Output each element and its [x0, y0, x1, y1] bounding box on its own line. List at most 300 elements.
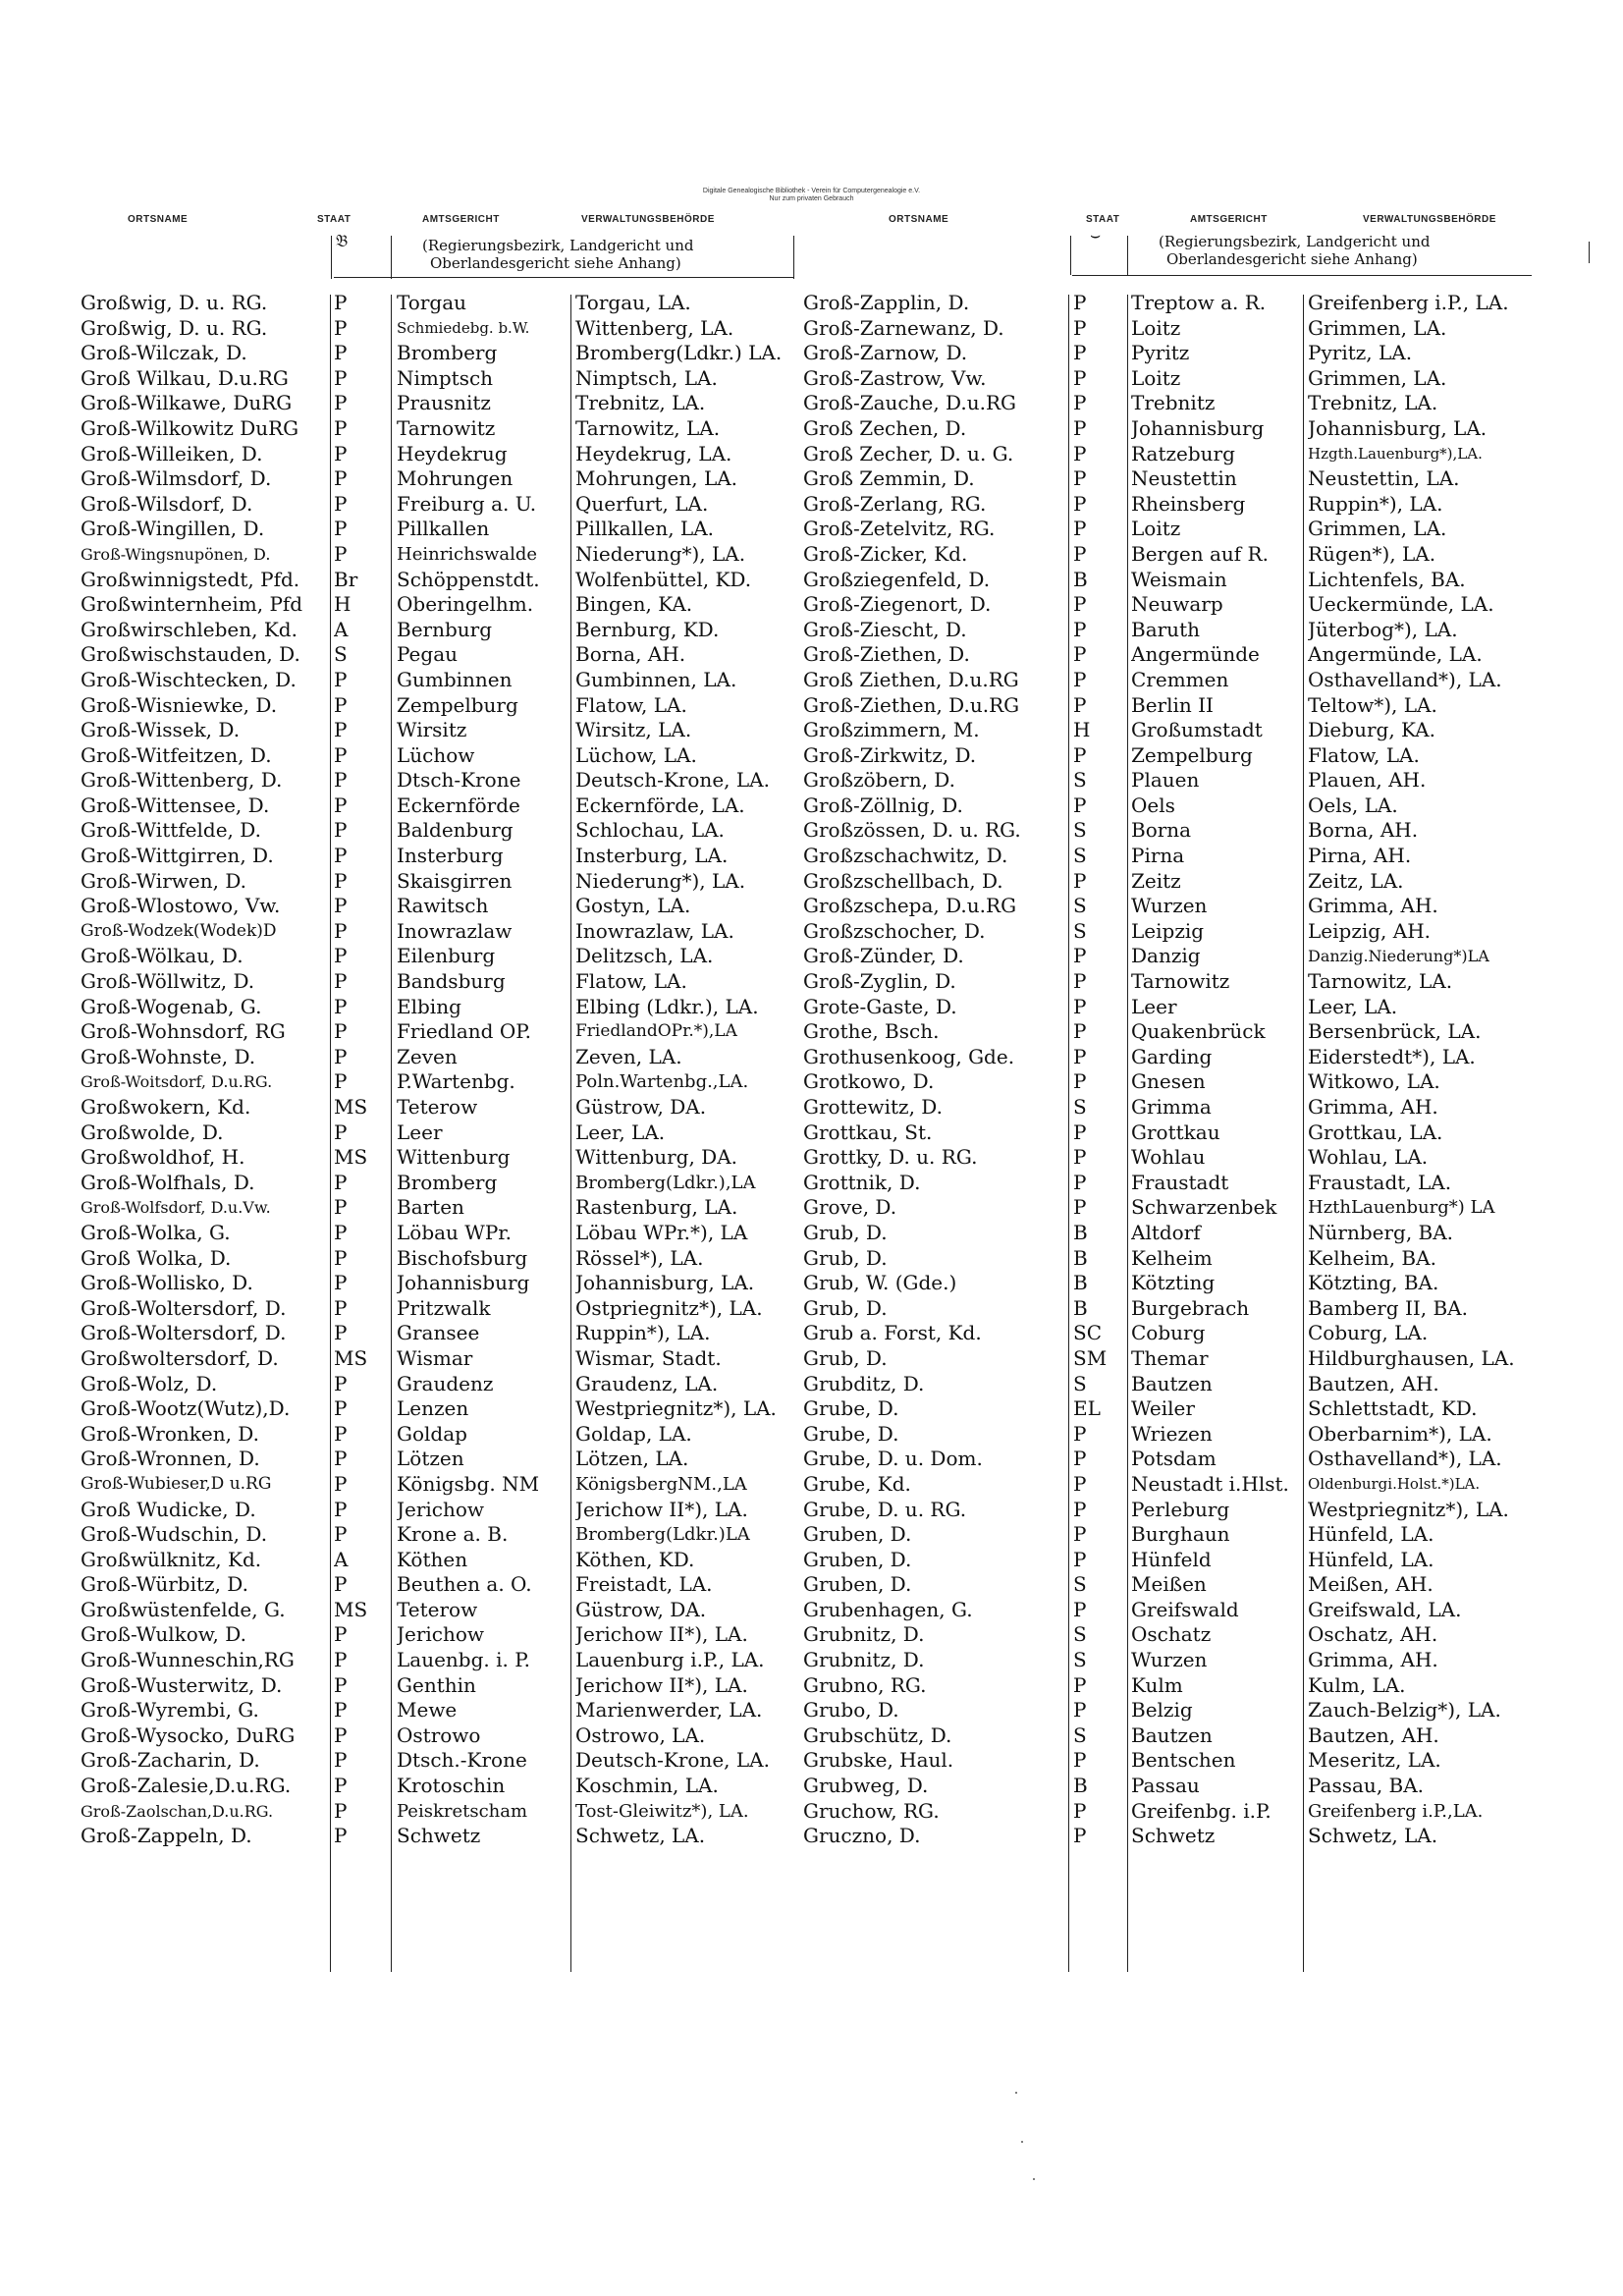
list-item: Groß-Wilsdorf, D. [81, 491, 253, 516]
list-item: Groß Zecher, D. u. G. [803, 441, 1014, 465]
list-item: Friedland OP. [397, 1019, 531, 1044]
list-item: Schwetz, LA. [575, 1824, 706, 1848]
list-item: Groß-Wolz, D. [81, 1371, 218, 1395]
list-item: Osthavelland*), LA. [1308, 667, 1502, 691]
list-item: Groß-Wohnsdorf, RG [81, 1019, 286, 1044]
list-item: MS [334, 1095, 368, 1119]
list-item: P [334, 1798, 348, 1823]
list-item: P [1073, 1471, 1087, 1496]
list-item: Jerichow [397, 1497, 485, 1521]
list-item: P [1073, 341, 1087, 365]
list-item: S [1073, 844, 1087, 868]
divider-edge-right-top [1589, 242, 1590, 263]
list-item: P [1073, 1824, 1087, 1848]
list-item: Flatow, LA. [575, 969, 687, 994]
list-item: Leer, LA. [1308, 994, 1398, 1018]
list-item: FriedlandOPr.*),LA [575, 1021, 737, 1042]
subheader-note-left-2: Oberlandesgericht siehe Anhang) [430, 254, 681, 272]
list-item: Groß-Zünder, D. [803, 944, 964, 968]
list-item: Bautzen [1131, 1722, 1213, 1747]
list-item: Großwinternheim, Pfd [81, 592, 303, 617]
list-item: Grubweg, D. [803, 1774, 929, 1798]
list-item: Grub, D. [803, 1220, 888, 1244]
list-item: Groß-Zalesie,D.u.RG. [81, 1774, 292, 1798]
list-item: Grothusenkoog, Gde. [803, 1044, 1015, 1068]
list-item: Zeitz, LA. [1308, 868, 1404, 893]
list-item: Teterow [397, 1095, 478, 1119]
list-item: Groß-Wodzek(Wodek)D [81, 920, 277, 941]
list-item: Groß-Wölkau, D. [81, 944, 243, 968]
list-item: Dieburg, KA. [1308, 718, 1435, 742]
list-item: Meißen [1131, 1572, 1207, 1597]
list-item: Bingen, KA. [575, 592, 693, 617]
list-item: Jüterbog*), LA. [1308, 617, 1458, 641]
list-item: Grube, D. u. RG. [803, 1497, 967, 1521]
list-item: Gruchow, RG. [803, 1798, 940, 1823]
list-item: Treptow a. R. [1131, 291, 1267, 314]
list-item: Borna, AH. [1308, 818, 1419, 843]
list-item: Bromberg(Ldkr.) LA. [575, 341, 783, 365]
list-item: Pillkallen, LA. [575, 517, 714, 541]
list-item: Zeitz [1131, 868, 1181, 893]
list-item: P [1073, 1522, 1087, 1547]
list-item: Großwüstenfelde, G. [81, 1597, 286, 1621]
list-item: P [334, 1421, 348, 1446]
list-item: Leer, LA. [575, 1120, 666, 1144]
list-item: Mohrungen, LA. [575, 466, 738, 491]
list-item: Grub, D. [803, 1295, 888, 1320]
list-item: Grote-Gaste, D. [803, 994, 957, 1018]
list-item: Wriezen [1131, 1421, 1213, 1446]
list-item: Groß-Wolfsdorf, D.u.Vw. [81, 1198, 271, 1218]
list-item: Kötzting [1131, 1271, 1216, 1295]
subheader-right [1080, 226, 1551, 275]
list-item: Groß-Wolfhals, D. [81, 1170, 255, 1194]
list-item: P [1073, 1170, 1087, 1194]
list-item: Groß-Woltersdorf, D. [81, 1295, 287, 1320]
list-item: Passau, BA. [1308, 1774, 1425, 1798]
list-item: Mewe [397, 1698, 458, 1722]
list-item: Belzig [1131, 1698, 1193, 1722]
list-item: Groß-Wusterwitz, D. [81, 1672, 283, 1697]
list-item: Berlin II [1131, 692, 1214, 717]
list-item: HzthLauenburg*) LA [1308, 1197, 1495, 1219]
list-item: P [1073, 1748, 1087, 1773]
list-item: Freistadt, LA. [575, 1572, 713, 1597]
list-item: P [334, 1245, 348, 1270]
list-item: P [334, 315, 348, 340]
list-item: Groß-Wischtecken, D. [81, 667, 297, 691]
list-item: Fraustadt [1131, 1170, 1229, 1194]
list-item: Loitz [1131, 517, 1181, 541]
list-item: P [334, 1019, 348, 1044]
divider-amtsgericht-left [391, 295, 392, 1972]
list-item: Grube, D. [803, 1396, 899, 1421]
list-item: P [1073, 1044, 1087, 1068]
divider-verwaltung-right [1303, 295, 1304, 1972]
list-item: Wohlau, LA. [1308, 1145, 1429, 1170]
list-item: Zeven, LA. [575, 1044, 682, 1068]
list-item: Lüchow [397, 742, 475, 767]
list-item: B [1073, 1245, 1088, 1270]
list-item: P [1073, 1798, 1087, 1823]
list-item: Lichtenfels, BA. [1308, 567, 1466, 591]
list-item: Groß-Willeiken, D. [81, 441, 263, 465]
list-item: P [1073, 642, 1087, 667]
list-item: Quakenbrück [1131, 1019, 1266, 1044]
list-item: Groß Zechen, D. [803, 415, 967, 440]
list-item: Grube, D. [803, 1421, 899, 1446]
list-item: Groß-Zicker, Kd. [803, 541, 968, 566]
list-item: P [334, 541, 348, 566]
list-item: Großwig, D. u. RG. [81, 291, 268, 314]
list-item: Grubenhagen, G. [803, 1597, 973, 1621]
list-item: P [1073, 315, 1087, 340]
list-item: Groß Wolka, D. [81, 1245, 232, 1270]
list-item: Grimmen, LA. [1308, 315, 1447, 340]
list-item: Grube, Kd. [803, 1471, 911, 1496]
list-item: Groß-Wisniewke, D. [81, 692, 278, 717]
list-item: Grubschütz, D. [803, 1722, 952, 1747]
list-item: Großwokern, Kd. [81, 1095, 251, 1119]
list-item: Groß-Witfeitzen, D. [81, 742, 272, 767]
list-item: Goldap, LA. [575, 1421, 692, 1446]
subheader-rule-right [1072, 275, 1532, 276]
list-item: Groß-Wissek, D. [81, 718, 241, 742]
list-item: Pegau [397, 642, 459, 667]
list-item: Bromberg(Ldkr.),LA [575, 1172, 756, 1193]
list-item: Großwoltersdorf, D. [81, 1345, 279, 1370]
list-item: Bernburg [397, 617, 493, 641]
list-item: Greifenbg. i.P. [1131, 1798, 1271, 1823]
list-item: Ueckermünde, LA. [1308, 592, 1494, 617]
list-item: P [334, 818, 348, 843]
subheader-rule-left [334, 277, 793, 278]
list-item: Inowrazlaw [397, 918, 513, 943]
list-item: P [1073, 592, 1087, 617]
list-item: P [334, 692, 348, 717]
list-item: SC [1073, 1321, 1103, 1345]
list-item: Niederung*), LA. [575, 541, 746, 566]
list-item: Kulm [1131, 1672, 1183, 1697]
list-item: MS [334, 1145, 368, 1170]
list-item: Freiburg a. U. [397, 491, 537, 516]
list-item: Heinrichswalde [397, 543, 538, 565]
list-item: P [334, 994, 348, 1018]
list-item: Rheinsberg [1131, 491, 1246, 516]
list-item: Baruth [1131, 617, 1200, 641]
list-item: P [334, 1069, 348, 1094]
list-item: Großwirschleben, Kd. [81, 617, 298, 641]
list-item: H [334, 592, 352, 617]
list-item: Groß Ziethen, D.u.RG [803, 667, 1019, 691]
list-item: Grimmen, LA. [1308, 517, 1447, 541]
list-item: P [334, 1220, 348, 1244]
list-item: P [1073, 441, 1087, 465]
list-item: P [334, 1321, 348, 1345]
divider-center-top [793, 236, 794, 279]
subheader-note-left-1: (Regierungsbezirk, Landgericht und [422, 237, 694, 254]
list-item: Kulm, LA. [1308, 1672, 1406, 1697]
list-item: Pillkallen [397, 517, 490, 541]
list-item: P [334, 466, 348, 491]
list-item: Hzgth.Lauenburg*),LA. [1308, 444, 1483, 463]
list-item: Ruppin*), LA. [1308, 491, 1443, 516]
list-item: P [334, 1120, 348, 1144]
list-item: Wismar, Stadt. [575, 1345, 722, 1370]
list-item: Kelheim, BA. [1308, 1245, 1436, 1270]
list-item: Lauenbg. i. P. [397, 1648, 530, 1672]
list-item: Groß-Zapplin, D. [803, 291, 970, 314]
list-item: Grotkowo, D. [803, 1069, 935, 1094]
list-item: S [1073, 1622, 1087, 1647]
list-item: Bandsburg [397, 969, 506, 994]
list-item: P [334, 1271, 348, 1295]
list-item: Lauenburg i.P., LA. [575, 1648, 765, 1672]
left-staat-column [334, 291, 389, 1849]
list-item: Querfurt, LA. [575, 491, 709, 516]
list-item: S [1073, 1371, 1087, 1395]
list-item: P [1073, 491, 1087, 516]
list-item: Plauen [1131, 768, 1200, 793]
list-item: Flatow, LA. [575, 692, 687, 717]
list-item: Schöppenstdt. [397, 567, 540, 591]
header-staat-right: STAAT [1086, 214, 1120, 225]
list-item: Poln.Wartenbg.,LA. [575, 1071, 749, 1093]
list-item: P [1073, 291, 1087, 314]
list-item: Grimma, AH. [1308, 1648, 1438, 1672]
list-item: P [1073, 466, 1087, 491]
list-item: P [334, 918, 348, 943]
list-item: P [334, 1044, 348, 1068]
list-item: P [1073, 868, 1087, 893]
divider-amts-left-top [391, 236, 392, 279]
list-item: P [334, 441, 348, 465]
list-item: Gumbinnen, LA. [575, 667, 737, 691]
list-item: P [334, 969, 348, 994]
list-item: Coburg, LA. [1308, 1321, 1429, 1345]
list-item: Krone a. B. [397, 1522, 509, 1547]
list-item: Bernburg, KD. [575, 617, 720, 641]
list-item: P [1073, 517, 1087, 541]
list-item: Groß-Wilkawe, DuRG [81, 391, 293, 415]
list-item: S [1073, 894, 1087, 918]
notice-line-1: Digitale Genealogische Bibliothek - Verein für Computergenealogie e.V. [702, 188, 921, 194]
list-item: Bersenbrück, LA. [1308, 1019, 1482, 1044]
list-item: Groß-Wilkowitz DuRG [81, 415, 299, 440]
list-item: Ruppin*), LA. [575, 1321, 711, 1345]
list-item: P [334, 1572, 348, 1597]
scan-speck [1015, 2092, 1017, 2094]
list-item: Schwetz, LA. [1308, 1824, 1438, 1848]
list-item: Angermünde, LA. [1308, 642, 1483, 667]
list-item: P [1073, 1597, 1087, 1621]
list-item: S [334, 642, 348, 667]
list-item: Trebnitz, LA. [575, 391, 706, 415]
list-item: Zeven [397, 1044, 458, 1068]
list-item: Groß-Wronnen, D. [81, 1447, 260, 1471]
list-item: P [1073, 415, 1087, 440]
right-ortsname-column [803, 291, 1066, 1849]
subheader-note-right-2: Oberlandesgericht siehe Anhang) [1166, 250, 1418, 268]
list-item: Br [334, 567, 358, 591]
list-item: P [1073, 1195, 1087, 1220]
list-item: Gruben, D. [803, 1572, 912, 1597]
list-item: Greifswald [1131, 1597, 1239, 1621]
list-item: P [334, 844, 348, 868]
list-item: Angermünde [1131, 642, 1260, 667]
list-item: Meißen, AH. [1308, 1572, 1434, 1597]
list-item: Groß-Wubieser,D u.RG [81, 1473, 272, 1494]
list-item: Bromberg [397, 341, 498, 365]
list-item: Koschmin, LA. [575, 1774, 719, 1798]
list-item: Löbau WPr.*), LA [575, 1220, 748, 1244]
list-item: Grubo, D. [803, 1698, 899, 1722]
header-amtsgericht-left: AMTSGERICHT [422, 214, 500, 225]
list-item: Barten [397, 1195, 464, 1220]
header-amtsgericht-right: AMTSGERICHT [1190, 214, 1268, 225]
list-item: Groß-Wyrembi, G. [81, 1698, 259, 1722]
list-item: Groß-Wittenberg, D. [81, 768, 283, 793]
list-item: Bautzen, AH. [1308, 1722, 1439, 1747]
list-item: Gnesen [1131, 1069, 1206, 1094]
divider-verwaltung-left [570, 295, 571, 1972]
list-item: Groß-Würbitz, D. [81, 1572, 248, 1597]
list-item: Tarnowitz, LA. [1308, 969, 1453, 994]
list-item: Weiler [1131, 1396, 1195, 1421]
list-item: Themar [1131, 1345, 1209, 1370]
list-item: Heydekrug, LA. [575, 441, 732, 465]
list-item: Bamberg II, BA. [1308, 1295, 1468, 1320]
list-item: Eckernförde, LA. [575, 793, 745, 817]
list-item: P [1073, 1672, 1087, 1697]
header-ortsname-right: ORTSNAME [889, 214, 949, 225]
list-item: Teltow*), LA. [1308, 692, 1437, 717]
list-item: Tarnowitz [397, 415, 496, 440]
left-amtsgericht-column [397, 291, 569, 1849]
list-item: Groß-Zetelvitz, RG. [803, 517, 996, 541]
list-item: P [334, 1170, 348, 1194]
list-item: Bergen auf R. [1131, 541, 1269, 566]
list-item: P [334, 1371, 348, 1395]
list-item: P [1073, 365, 1087, 390]
list-item: Loitz [1131, 315, 1181, 340]
list-item: Greifswald, LA. [1308, 1597, 1462, 1621]
list-item: Trebnitz, LA. [1308, 391, 1438, 415]
subheader-left [324, 234, 815, 275]
right-staat-column [1073, 291, 1126, 1849]
list-item: P [334, 1396, 348, 1421]
divider-amtsgericht-right [1127, 295, 1128, 1972]
list-item: Nimptsch, LA. [575, 365, 718, 390]
list-item: Wirsitz, LA. [575, 718, 692, 742]
list-item: Groß-Zauche, D.u.RG [803, 391, 1016, 415]
list-item: Zempelburg [1131, 742, 1253, 767]
list-item: Coburg [1131, 1321, 1206, 1345]
list-item: Großwülknitz, Kd. [81, 1547, 262, 1571]
list-item: Trebnitz [1131, 391, 1216, 415]
list-item: Groß-Zacharin, D. [81, 1748, 260, 1773]
list-item: Großwinnigstedt, Pfd. [81, 567, 300, 591]
list-item: Deutsch-Krone, LA. [575, 1748, 770, 1773]
list-item: Rastenburg, LA. [575, 1195, 738, 1220]
list-item: P [334, 1497, 348, 1521]
list-item: Großzschepa, D.u.RG [803, 894, 1017, 918]
list-item: Hünfeld [1131, 1547, 1212, 1571]
list-item: P [334, 1447, 348, 1471]
list-item: Neustettin, LA. [1308, 466, 1460, 491]
list-item: P [334, 768, 348, 793]
list-item: Deutsch-Krone, LA. [575, 768, 770, 793]
list-item: P [334, 1522, 348, 1547]
list-item: S [1073, 1095, 1087, 1119]
list-item: Groß-Wohnste, D. [81, 1044, 256, 1068]
list-item: Neuwarp [1131, 592, 1223, 617]
list-item: Gruben, D. [803, 1547, 912, 1571]
list-item: Plauen, AH. [1308, 768, 1427, 793]
list-item: Burghaun [1131, 1522, 1230, 1547]
list-item: Cremmen [1131, 667, 1229, 691]
list-item: Großwoldhof, H. [81, 1145, 245, 1170]
list-item: P [334, 391, 348, 415]
list-item: A [334, 1547, 349, 1571]
list-item: S [1073, 768, 1087, 793]
list-item: Grottkau [1131, 1120, 1220, 1144]
right-verwaltung-column [1308, 291, 1543, 1849]
list-item: Tost-Gleiwitz*), LA. [575, 1800, 749, 1822]
list-item: P [1073, 617, 1087, 641]
list-item: Schwetz [1131, 1824, 1216, 1848]
header-verwaltung-right: VERWALTUNGSBEHÖRDE [1363, 214, 1496, 225]
list-item: P [1073, 944, 1087, 968]
list-item: Neustettin [1131, 466, 1237, 491]
list-item: Jerichow II*), LA. [575, 1622, 748, 1647]
list-item: P [1073, 1447, 1087, 1471]
list-item: Grottkau, LA. [1308, 1120, 1443, 1144]
list-item: P [334, 742, 348, 767]
list-item: Johannisburg [1131, 415, 1265, 440]
list-item: Großumstadt [1131, 718, 1263, 742]
list-item: Groß-Woitsdorf, D.u.RG. [81, 1072, 273, 1092]
list-item: Tarnowitz, LA. [575, 415, 721, 440]
list-item: Johannisburg, LA. [1308, 415, 1488, 440]
list-item: Schmiedebg. b.W. [397, 318, 530, 337]
list-item: Groß-Wirwen, D. [81, 868, 246, 893]
list-item: Gruben, D. [803, 1522, 912, 1547]
list-item: P [334, 491, 348, 516]
list-item: Groß-Woltersdorf, D. [81, 1321, 287, 1345]
list-item: Groß-Wittgirren, D. [81, 844, 274, 868]
list-item: P [334, 894, 348, 918]
list-item: H [1073, 718, 1091, 742]
list-item: Groß-Wingsnupönen, D. [81, 544, 271, 564]
list-item: Hünfeld, LA. [1308, 1547, 1434, 1571]
list-item: Tarnowitz [1131, 969, 1230, 994]
list-item: Eckernförde [397, 793, 520, 817]
list-item: Grottkau, St. [803, 1120, 933, 1144]
list-item: Großzimmern, M. [803, 718, 980, 742]
list-item: A [334, 617, 349, 641]
list-item: Grottky, D. u. RG. [803, 1145, 978, 1170]
list-item: Pritzwalk [397, 1295, 491, 1320]
list-item: Kelheim [1131, 1245, 1213, 1270]
list-item: Grub, W. (Gde.) [803, 1271, 957, 1295]
list-item: P [334, 1698, 348, 1722]
list-item: Rügen*), LA. [1308, 541, 1436, 566]
list-item: Delitzsch, LA. [575, 944, 714, 968]
list-item: P [334, 944, 348, 968]
list-item: Pirna [1131, 844, 1185, 868]
